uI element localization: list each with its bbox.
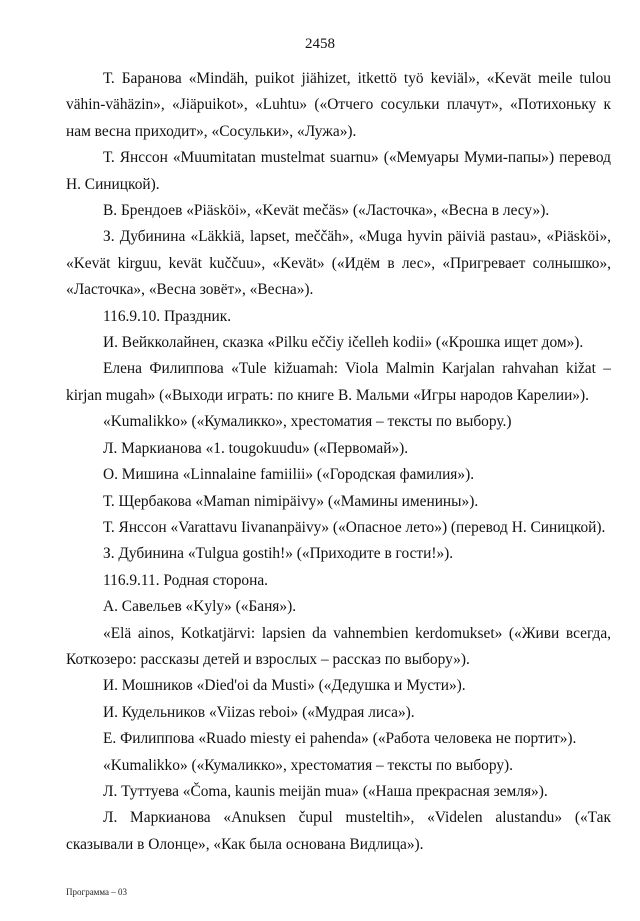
- paragraph: Т. Щербакова «Maman nimipäivy» («Мамины именины»).: [103, 492, 479, 510]
- paragraph: И. Мошников «Died'oi da Musti» («Дедушка и Мусти»).: [103, 677, 466, 695]
- section-heading: 116.9.10. Праздник.: [103, 307, 232, 325]
- page-number: 2458: [305, 36, 335, 52]
- paragraph: В. Брендоев «Piäsköi», «Kevät mečäs» («Ласточка», «Весна в лесу»).: [103, 202, 550, 220]
- paragraph: Л. Маркианова «1. tougokuudu» («Первомай»).: [103, 439, 409, 457]
- paragraph: О. Мишина «Linnalaine famiilii» («Городская фамилия»).: [103, 466, 475, 484]
- paragraph: «Kumalikko» («Кумаликко», хрестоматия – тексты по выбору).: [103, 756, 514, 774]
- paragraph: Т. Янссон «Varattavu Iivananpäivy» («Опасное лето») (перевод Н. Синицкой).: [103, 518, 606, 536]
- paragraph: И. Кудельников «Viizas reboi» («Мудрая лиса»).: [103, 703, 415, 721]
- paragraph: Т. Баранова «Mindäh, puikot jiähizet, itkettö työ keviäl», «Kevät meile tulou vähin-vähäzin», «Jiäpuikot», «Luhtu» («Отчего сосульки плачут», «Потихоньку к нам весна приходит», «Сосульки», «Лужа»).: [66, 70, 611, 140]
- paragraph: Л. Туттуева «Čoma, kaunis meijän mua» («Наша прекрасная земля»).: [103, 782, 548, 800]
- paragraph: Т. Янссон «Muumitatan mustelmat suarnu» («Мемуары Муми-папы») перевод Н. Синицкой).: [66, 149, 611, 193]
- paragraph: «Kumalikko» («Кумаликко», хрестоматия – тексты по выбору.): [103, 413, 512, 431]
- section-heading: 116.9.11. Родная сторона.: [103, 571, 269, 589]
- paragraph: Л. Маркианова «Anuksen čupul musteltih», «Videlen alustandu» («Так сказывали в Олонце», «Как была основана Видлица»).: [66, 809, 611, 853]
- paragraph: З. Дубинина «Tulgua gostih!» («Приходите в гости!»).: [103, 545, 454, 563]
- paragraph: Елена Филиппова «Tule kižuamah: Viola Malmin Karjalan rahvahan kižat – kirjan mugah» («Выходи играть: по книге В. Мальми «Игры народов Карелии»).: [66, 360, 611, 404]
- paragraph: А. Савельев «Kyly» («Баня»).: [103, 598, 297, 616]
- paragraph: «Elä ainos, Kotkatjärvi: lapsien da vahnembien kerdomukset» («Живи всегда, Коткозеро: рассказы детей и взрослых – рассказ по выбору»).: [66, 624, 611, 668]
- paragraph: Е. Филиппова «Ruado miesty ei pahenda» («Работа человека не портит»).: [103, 730, 577, 748]
- document-body: [66, 66, 611, 858]
- paragraph: З. Дубинина «Läkkiä, lapset, meččäh», «Muga hyvin päiviä pastau», «Piäsköi», «Kevät kirguu, kevät kuččuu», «Kevät» («Идём в лес», «Пригревает солнышко», «Ласточка», «Весна зовёт», «Весна»).: [66, 228, 611, 299]
- page-footer: Программа – 03: [66, 887, 128, 897]
- paragraph: И. Вейкколайнен, сказка «Pilku eččiy ičelleh kodii» («Крошка ищет дом»).: [103, 334, 584, 352]
